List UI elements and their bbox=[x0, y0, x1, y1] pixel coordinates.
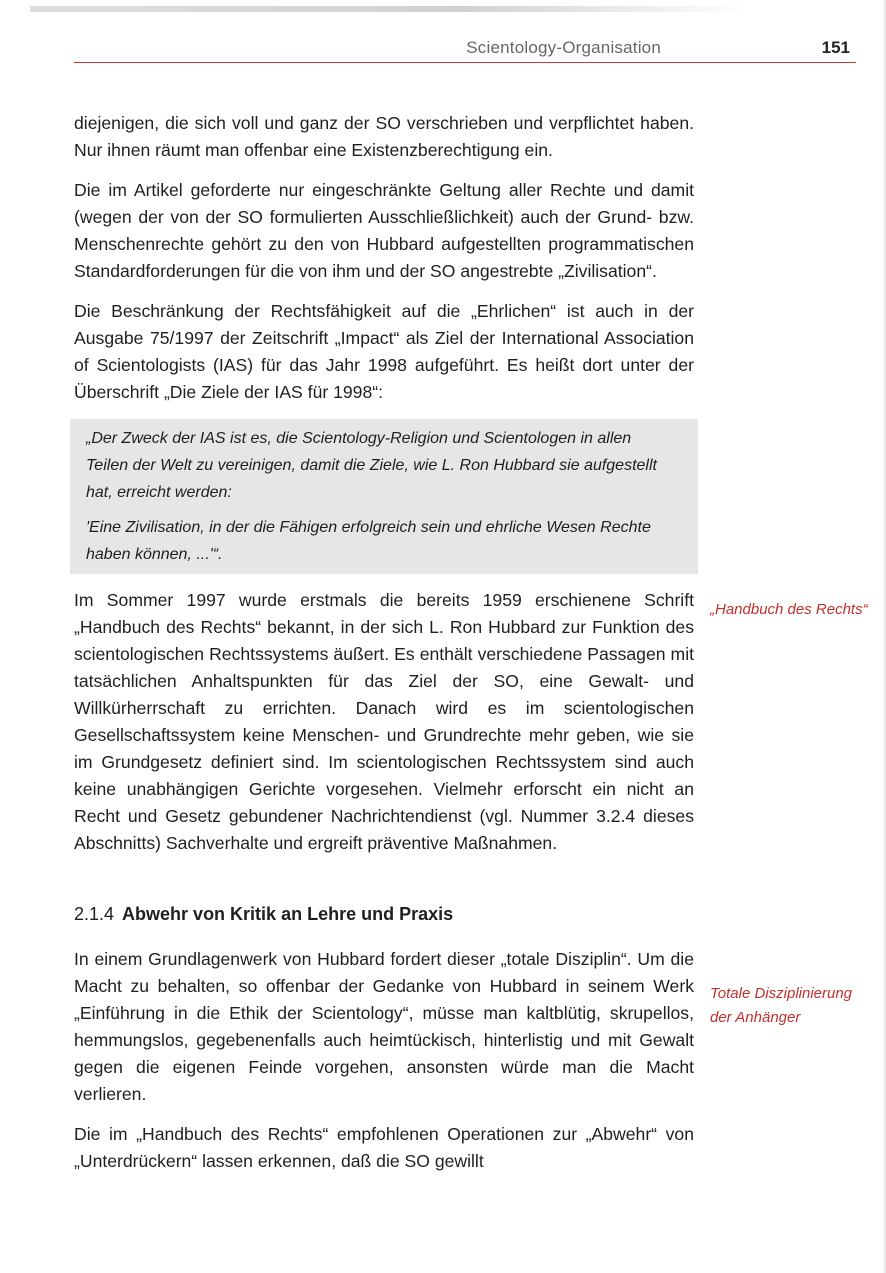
scan-top-shadow bbox=[30, 6, 750, 12]
running-header bbox=[74, 38, 856, 63]
paragraph: diejenigen, die sich voll und ganz der SO verschrieben und verpflichtet haben. Nur ihnen räumt man offenbar eine Existenzberechtigung ein. bbox=[74, 113, 694, 160]
paragraph: Im Sommer 1997 wurde erstmals die bereits 1959 erschienene Schrift „Handbuch des Rechts“ bekannt, in der sich L. Ron Hubbard zur Funktion des scientologischen Rechtssystems äußert. Es enthält verschiedene Passagen mit tatsächlichen Anhaltspunkten für das Ziel der SO, eine Gewalt- und Willkürherrschaft zu errichten. Danach wird es im scientologischen Gesellschaftssystem keine Menschen- und Grundrechte mehr geben, wie sie im Grundgesetz definiert sind. Im scientologischen Rechtssystem sind auch keine unabhängigen Gerichte vorgesehen. Vielmehr erforscht ein nicht an Recht und Gesetz gebundener Nachrichtendienst (vgl. Nummer 3.2.4 dieses Abschnitts) Sachverhalte und ergreift präventive Maßnahmen. bbox=[74, 590, 694, 853]
main-text-column bbox=[74, 110, 694, 1188]
page-number: 151 bbox=[821, 38, 850, 57]
section-title: Abwehr von Kritik an Lehre und Praxis bbox=[122, 904, 454, 924]
running-title: Scientology-Organisation bbox=[466, 38, 661, 57]
section-heading bbox=[74, 901, 694, 928]
block-quote bbox=[70, 419, 698, 574]
section-number: 2.1.4 bbox=[74, 904, 115, 924]
margin-note-handbuch: „Handbuch des Rechts“ bbox=[710, 601, 868, 618]
paragraph: Die Beschränkung der Rechtsfähigkeit auf die „Ehrlichen“ ist auch in der Ausgabe 75/1997 der Zeitschrift „Impact“ als Ziel der International Association of Scientologists (IAS) für das Jahr 1998 aufgeführt. Es heißt dort unter der Überschrift „Die Ziele der IAS für 1998“: bbox=[74, 301, 694, 402]
paragraph: In einem Grundlagenwerk von Hubbard fordert dieser „totale Disziplin“. Um die Macht zu behalten, so offenbar der Gedanke von Hubbard in seinem Werk „Einführung in die Ethik der Scientology“, müsse man kaltblütig, skrupellos, hemmungslos, gegebenenfalls auch heimtückisch, hinterlistig und mit Gewalt gegen die eigenen Feinde vorgehen, ansonsten würde man die Macht verlieren. bbox=[74, 949, 694, 1104]
paragraph: Die im Artikel geforderte nur eingeschränkte Geltung aller Rechte und damit (wegen der von der SO formulierten Ausschließlichkeit) auch der Grund- bzw. Menschenrechte gehört zu den von Hubbard aufgestellten programmatischen Standardforderungen für die von ihm und der SO angestrebte „Zivilisation“. bbox=[74, 180, 694, 281]
scan-right-edge bbox=[882, 0, 886, 1273]
margin-note-disziplin: Totale Disziplinierung der Anhänger bbox=[710, 985, 853, 1026]
paragraph: Die im „Handbuch des Rechts“ empfohlenen Operationen zur „Abwehr“ von „Unterdrückern“ lassen erkennen, daß die SO gewillt bbox=[74, 1124, 694, 1171]
quote-paragraph: 'Eine Zivilisation, in der die Fähigen erfolgreich sein und ehrliche Wesen Rechte haben können, ...'“. bbox=[86, 519, 651, 563]
quote-paragraph: „Der Zweck der IAS ist es, die Scientology-Religion und Scientologen in allen Teilen der Welt zu vereinigen, damit die Ziele, wie L. Ron Hubbard sie aufgestellt hat, erreicht werden: bbox=[86, 430, 657, 501]
